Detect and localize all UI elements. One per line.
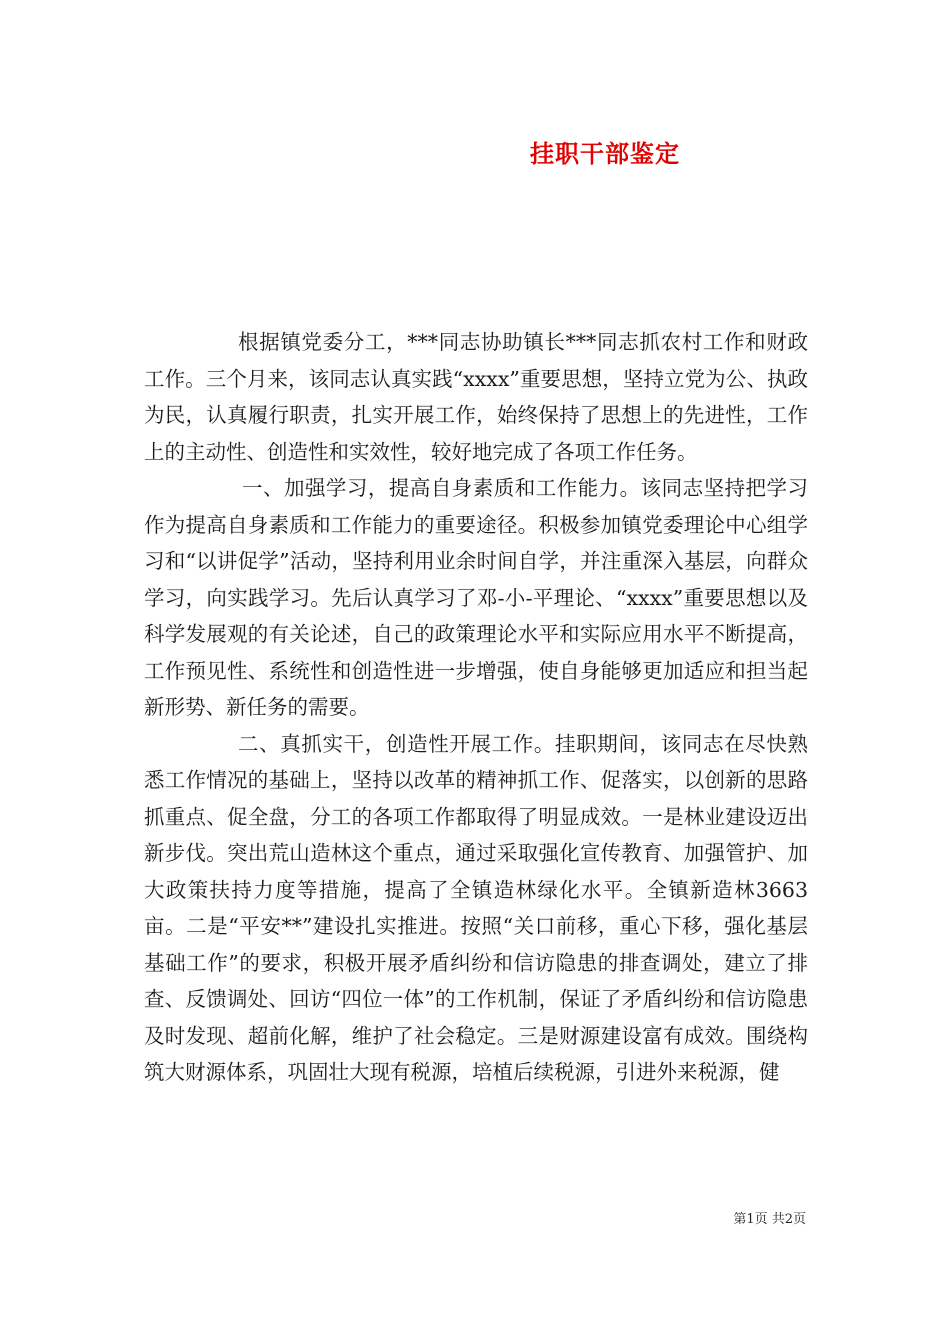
document-body — [144, 324, 808, 1091]
page-number-footer: 第1页 共2页 — [733, 1212, 806, 1227]
paragraph-study: 一、加强学习，提高自身素质和工作能力。该同志坚持把学习作为提高自身素质和工作能力的重要途径。积极参加镇党委理论中心组学习和“以讲促学”活动，坚持利用业余时间自学，并注重深入基层，向群众学习，向实践学习。先后认真学习了邓-小-平理论、“xxxx”重要思想以及科学发展观的有关论述，自己的政策理论水平和实际应用水平不断提高，工作预见性、系统性和创造性进一步增强，使自身能够更加适应和担当起新形势、新任务的需要。 — [144, 476, 808, 719]
paragraph-work: 二、真抓实干，创造性开展工作。挂职期间，该同志在尽快熟悉工作情况的基础上，坚持以改革的精神抓工作、促落实，以创新的思路抓重点、促全盘，分工的各项工作都取得了明显成效。一是林业建设迈出新步伐。突出荒山造林这个重点，通过采取强化宣传教育、加强管护、加大政策扶持力度等措施，提高了全镇造林绿化水平。全镇新造林3663亩。二是“平安**”建设扎实推进。按照“关口前移，重心下移，强化基层基础工作”的要求，积极开展矛盾纠纷和信访隐患的排查调处，建立了排查、反馈调处、回访“四位一体”的工作机制，保证了矛盾纠纷和信访隐患及时发现、超前化解，维护了社会稳定。三是财源建设富有成效。围绕构筑大财源体系，巩固壮大现有税源，培植后续税源，引进外来税源，健 — [144, 731, 808, 1084]
paragraph-intro: 根据镇党委分工，***同志协助镇长***同志抓农村工作和财政工作。三个月来，该同志认真实践“xxxx”重要思想，坚持立党为公、执政为民，认真履行职责，扎实开展工作，始终保持了思想上的先进性，工作上的主动性、创造性和实效性，较好地完成了各项工作任务。 — [144, 330, 808, 464]
document-title: 挂职干部鉴定 — [530, 139, 680, 168]
